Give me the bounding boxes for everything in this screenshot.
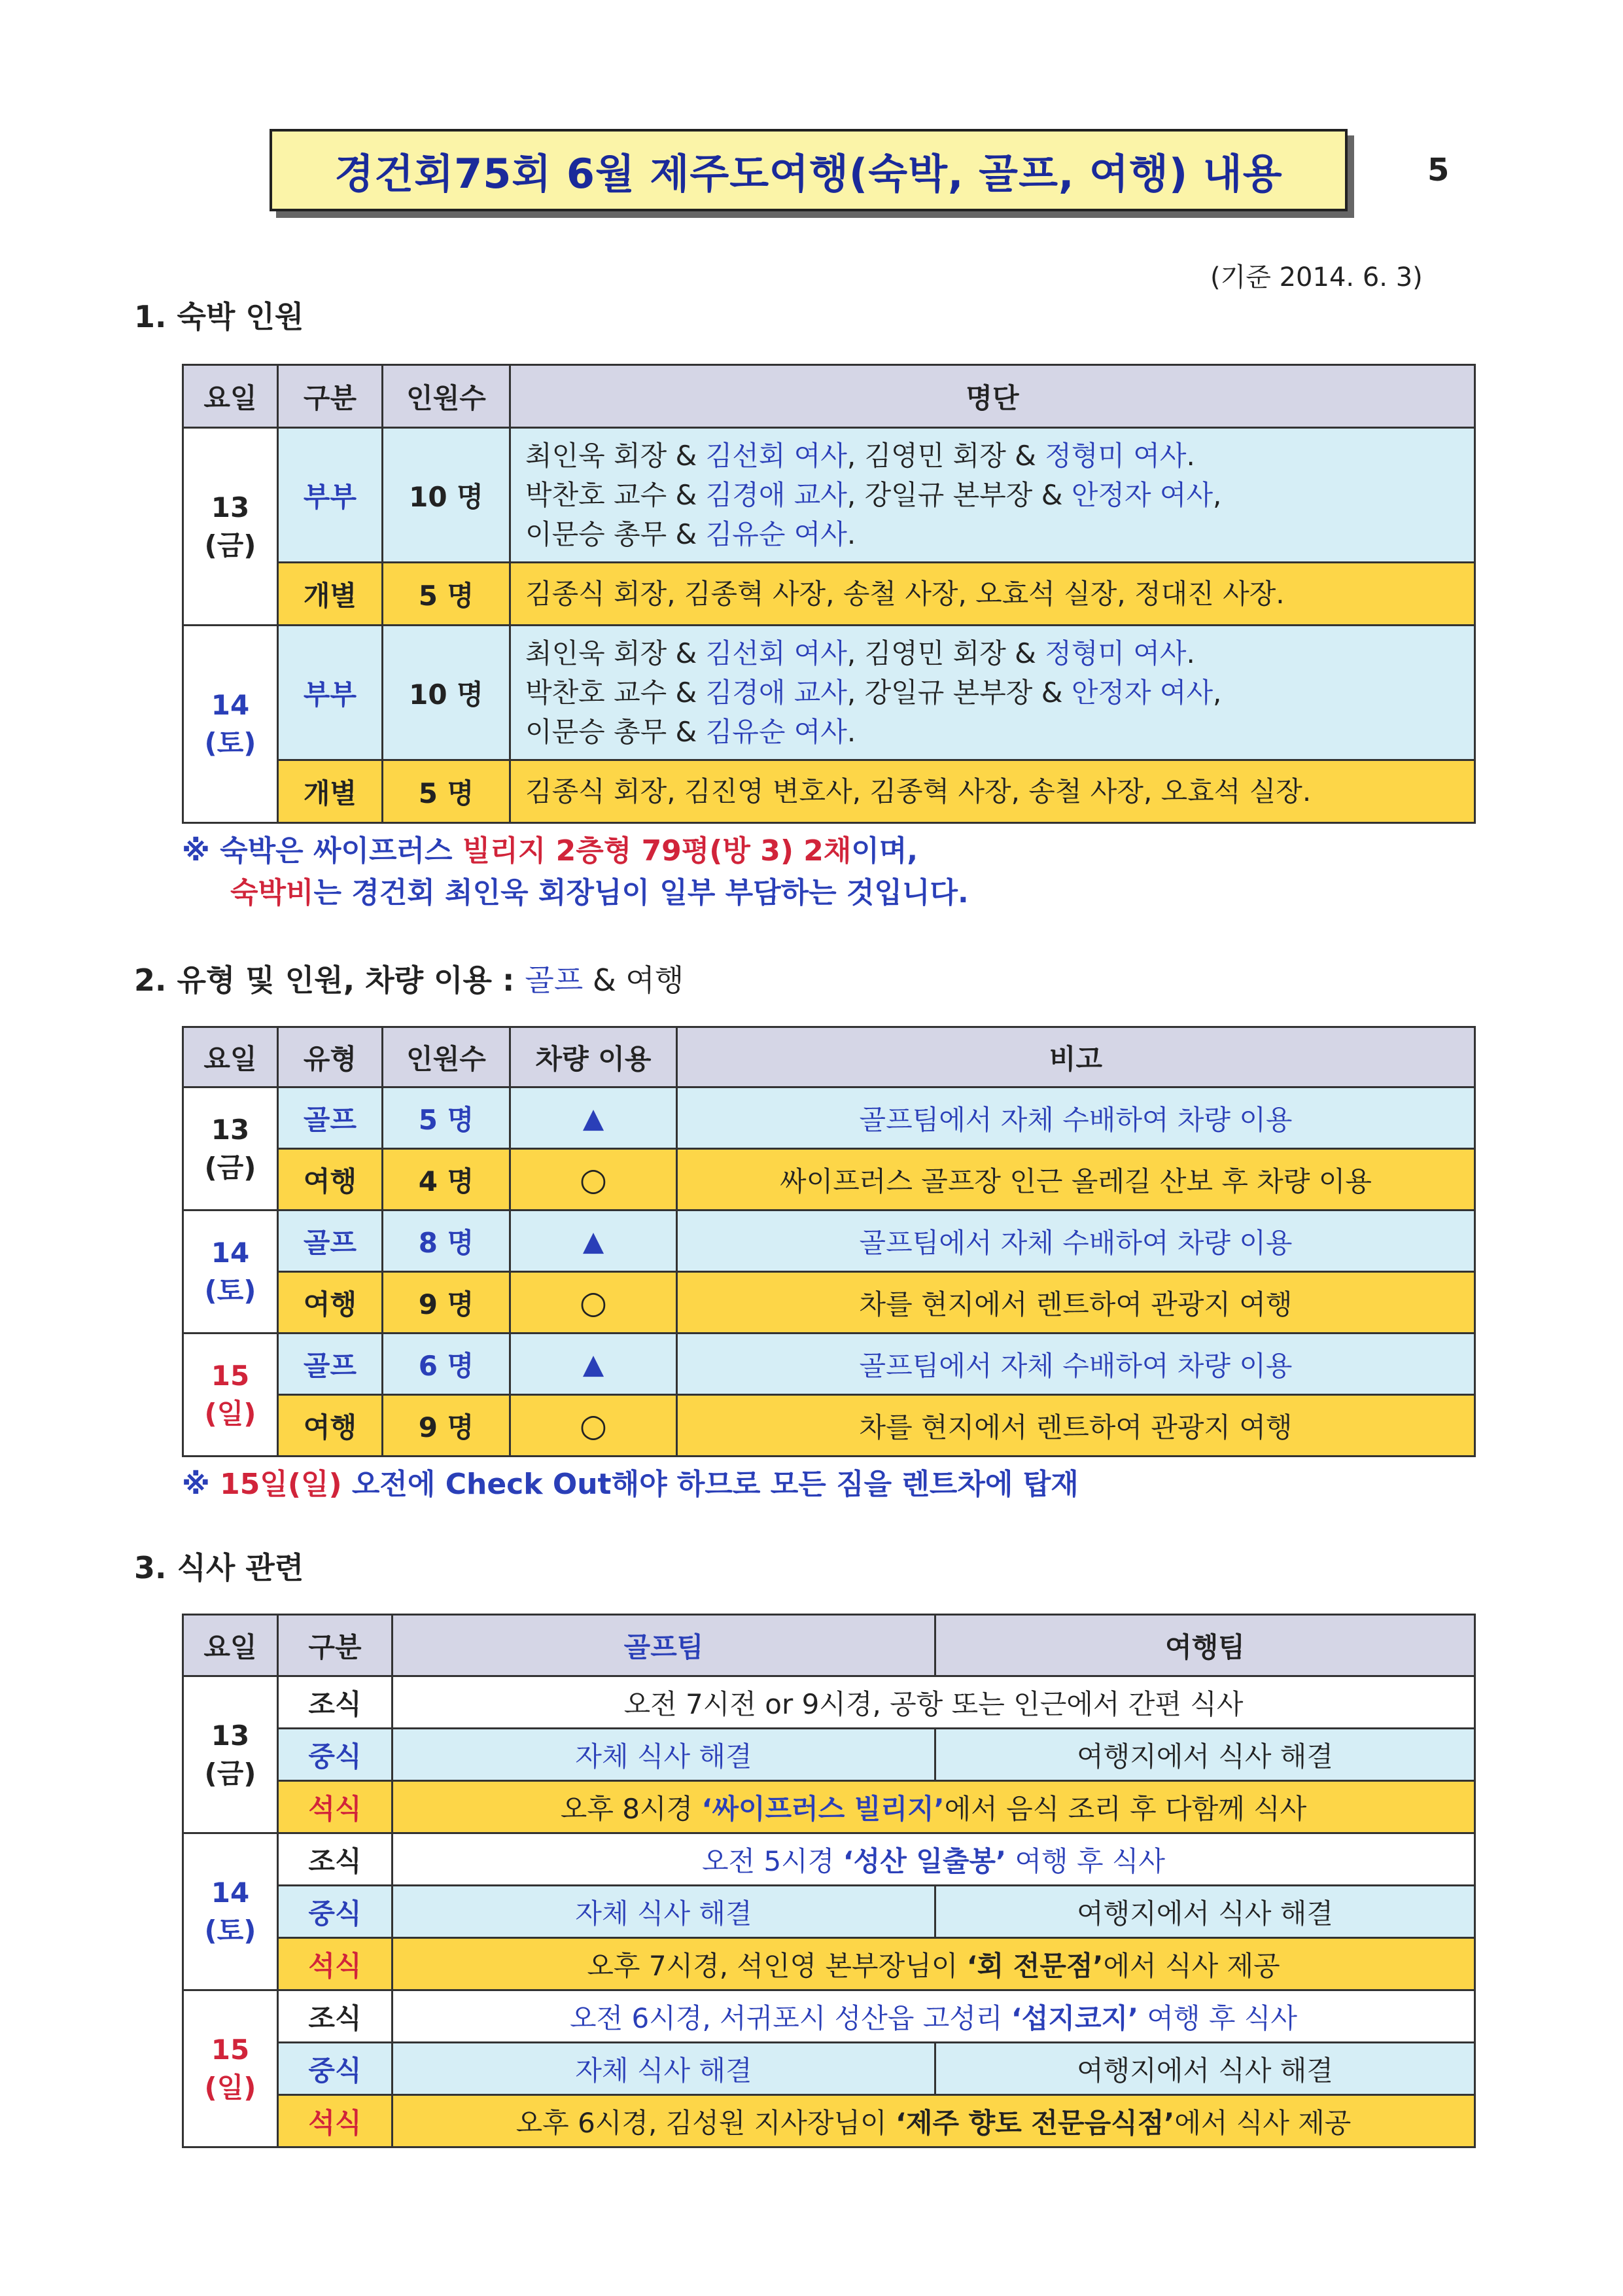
table-row — [183, 1833, 1475, 1886]
car-triangle-icon: ▲ — [510, 1333, 677, 1395]
count-cell: 5 명 — [383, 1087, 510, 1149]
page-title: 경건회75회 6월 제주도여행(숙박, 골프, 여행) 내용 — [334, 149, 1283, 198]
meal-detail: 여행지에서 식사 해결 — [935, 1886, 1475, 1938]
table-row — [183, 760, 1475, 823]
remarks-cell: 골프팀에서 자체 수배하여 차량 이용 — [677, 1210, 1475, 1272]
meal-label: 석식 — [278, 2095, 393, 2147]
table-row — [183, 626, 1475, 760]
col-travel-team: 여행팀 — [935, 1615, 1475, 1676]
count-cell: 10 명 — [383, 626, 510, 760]
table-row — [183, 1938, 1475, 1990]
day-number: 14 — [211, 688, 250, 721]
car-triangle-icon: ▲ — [510, 1210, 677, 1272]
table-row — [183, 2043, 1475, 2095]
meal-label: 조식 — [278, 1676, 393, 1729]
lodging-table — [182, 364, 1476, 824]
meal-detail: 여행지에서 식사 해결 — [935, 2043, 1475, 2095]
date-reference: (기준 2014. 6. 3) — [1210, 262, 1423, 292]
category-cell: 부부 — [278, 428, 383, 563]
meal-label: 중식 — [278, 1729, 393, 1781]
table-row — [183, 1781, 1475, 1833]
col-names: 명단 — [510, 365, 1475, 428]
category-cell: 개별 — [278, 563, 383, 626]
meal-detail: 오전 6시경, 서귀포시 성산읍 고성리 ‘섭지코지’ 여행 후 식사 — [393, 1990, 1475, 2043]
car-circle-icon: ○ — [510, 1149, 677, 1210]
section2-heading: 2. 유형 및 인원, 차량 이용 : 골프 & 여행 — [134, 963, 684, 998]
col-remarks: 비고 — [677, 1027, 1475, 1087]
meal-detail: 오전 7시전 or 9시경, 공항 또는 인근에서 간편 식사 — [393, 1676, 1475, 1729]
names-cell: 최인욱 회장 & 김선회 여사, 김영민 회장 & 정형미 여사. 박찬호 교수 & 김경애 교사, 강일규 본부장 & 안정자 여사, 이문승 총무 & 김유순 여사. — [510, 428, 1475, 563]
table-row — [183, 1087, 1475, 1149]
count-cell: 8 명 — [383, 1210, 510, 1272]
meal-label: 중식 — [278, 1886, 393, 1938]
category-cell: 개별 — [278, 760, 383, 823]
table-row — [183, 1333, 1475, 1395]
meal-detail: 자체 식사 해결 — [393, 1729, 935, 1781]
table-row — [183, 2095, 1475, 2147]
count-cell: 5 명 — [383, 563, 510, 626]
meal-label: 석식 — [278, 1781, 393, 1833]
count-cell: 9 명 — [383, 1272, 510, 1333]
names-cell: 김종식 회장, 김진영 변호사, 김종혁 사장, 송철 사장, 오효석 실장. — [510, 760, 1475, 823]
category-cell: 부부 — [278, 626, 383, 760]
meal-label: 조식 — [278, 1833, 393, 1886]
car-circle-icon: ○ — [510, 1395, 677, 1457]
col-meal: 구분 — [278, 1615, 393, 1676]
col-type: 유형 — [278, 1027, 383, 1087]
type-cell: 골프 — [278, 1333, 383, 1395]
type-cell: 골프 — [278, 1087, 383, 1149]
transport-note: ※ 15일(일) 오전에 Check Out해야 하므로 모든 짐을 렌트차에 탑재 — [182, 1468, 1079, 1501]
day-cell: 15 (일) — [183, 1333, 278, 1457]
meal-label: 중식 — [278, 2043, 393, 2095]
table-row — [183, 1210, 1475, 1272]
col-category: 구분 — [278, 365, 383, 428]
meal-detail: 오후 8시경 ‘싸이프러스 빌리지’에서 음식 조리 후 다함께 식사 — [393, 1781, 1475, 1833]
remarks-cell: 골프팀에서 자체 수배하여 차량 이용 — [677, 1333, 1475, 1395]
page-number: 5 — [1427, 152, 1450, 188]
day-number: 13 — [211, 491, 250, 523]
remarks-cell: 골프팀에서 자체 수배하여 차량 이용 — [677, 1087, 1475, 1149]
table-row — [183, 428, 1475, 563]
type-cell: 여행 — [278, 1395, 383, 1457]
type-cell: 골프 — [278, 1210, 383, 1272]
remarks-cell: 싸이프러스 골프장 인근 올레길 산보 후 차량 이용 — [677, 1149, 1475, 1210]
section3-heading: 3. 식사 관련 — [134, 1550, 304, 1585]
title-box — [270, 129, 1348, 211]
meal-label: 석식 — [278, 1938, 393, 1990]
day-cell: 13 (금) — [183, 1676, 278, 1833]
day-of-week: (토) — [204, 726, 256, 759]
names-cell: 김종식 회장, 김종혁 사장, 송철 사장, 오효석 실장, 정대진 사장. — [510, 563, 1475, 626]
car-triangle-icon: ▲ — [510, 1087, 677, 1149]
remarks-cell: 차를 현지에서 렌트하여 관광지 여행 — [677, 1272, 1475, 1333]
lodging-note-line1: ※ 숙박은 싸이프러스 빌리지 2층형 79평(방 3) 2채이며, — [182, 834, 918, 868]
remarks-cell: 차를 현지에서 렌트하여 관광지 여행 — [677, 1395, 1475, 1457]
col-day: 요일 — [183, 1027, 278, 1087]
col-day: 요일 — [183, 365, 278, 428]
meal-detail: 여행지에서 식사 해결 — [935, 1729, 1475, 1781]
col-count: 인원수 — [383, 365, 510, 428]
table-row — [183, 563, 1475, 626]
day-cell: 14 (토) — [183, 1833, 278, 1990]
col-count: 인원수 — [383, 1027, 510, 1087]
day-cell: 13 (금) — [183, 1087, 278, 1210]
count-cell: 10 명 — [383, 428, 510, 563]
meal-detail: 오후 7시경, 석인영 본부장님이 ‘회 전문점’에서 식사 제공 — [393, 1938, 1475, 1990]
day-cell — [183, 428, 278, 626]
table-row — [183, 1886, 1475, 1938]
table-row — [183, 1395, 1475, 1457]
meal-detail: 오전 5시경 ‘성산 일출봉’ 여행 후 식사 — [393, 1833, 1475, 1886]
type-cell: 여행 — [278, 1272, 383, 1333]
day-cell — [183, 626, 278, 823]
table-row — [183, 1272, 1475, 1333]
col-day: 요일 — [183, 1615, 278, 1676]
car-circle-icon: ○ — [510, 1272, 677, 1333]
meal-label: 조식 — [278, 1990, 393, 2043]
count-cell: 6 명 — [383, 1333, 510, 1395]
day-of-week: (금) — [204, 529, 256, 561]
meal-detail: 자체 식사 해결 — [393, 2043, 935, 2095]
names-cell: 최인욱 회장 & 김선회 여사, 김영민 회장 & 정형미 여사. 박찬호 교수 & 김경애 교사, 강일규 본부장 & 안정자 여사, 이문승 총무 & 김유순 여사. — [510, 626, 1475, 760]
count-cell: 9 명 — [383, 1395, 510, 1457]
table-row — [183, 1990, 1475, 2043]
table-row — [183, 1676, 1475, 1729]
count-cell: 4 명 — [383, 1149, 510, 1210]
table-row — [183, 1149, 1475, 1210]
day-cell: 15 (일) — [183, 1990, 278, 2147]
meal-table — [182, 1614, 1476, 2148]
type-cell: 여행 — [278, 1149, 383, 1210]
section1-heading: 1. 숙박 인원 — [134, 299, 304, 334]
meal-detail: 오후 6시경, 김성원 지사장님이 ‘제주 향토 전문음식점’에서 식사 제공 — [393, 2095, 1475, 2147]
meal-detail: 자체 식사 해결 — [393, 1886, 935, 1938]
lodging-note-line2: 숙박비는 경건회 최인욱 회장님이 일부 부담하는 것입니다. — [230, 876, 969, 910]
col-golf-team: 골프팀 — [393, 1615, 935, 1676]
table-row — [183, 1729, 1475, 1781]
transport-table — [182, 1026, 1476, 1457]
col-car: 차량 이용 — [510, 1027, 677, 1087]
day-cell: 14 (토) — [183, 1210, 278, 1333]
count-cell: 5 명 — [383, 760, 510, 823]
